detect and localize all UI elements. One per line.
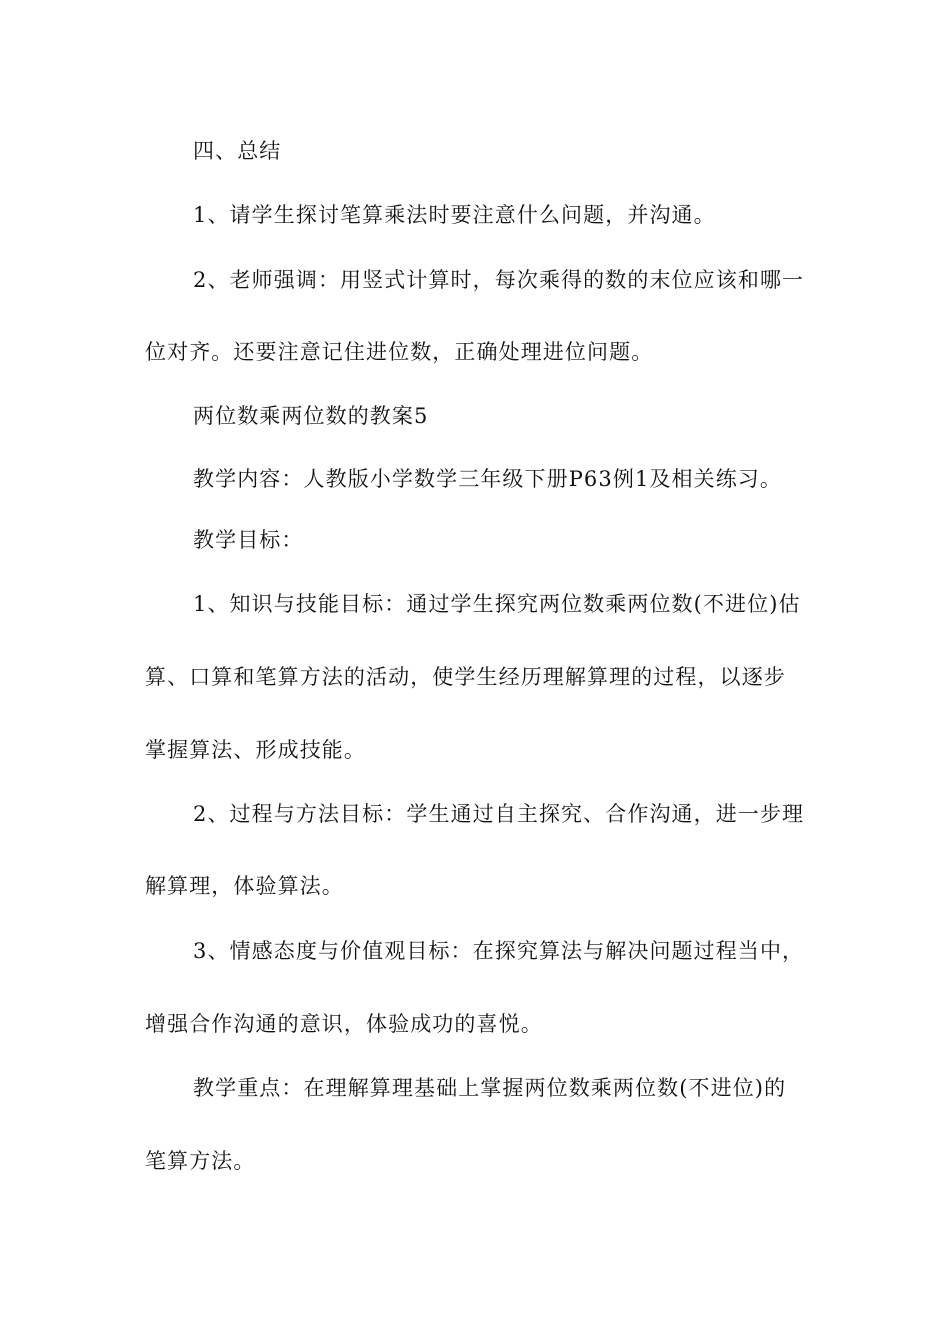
paragraph-line: 1、知识与技能目标：通过学生探究两位数乘两位数(不进位)估 <box>193 592 801 616</box>
paragraph-line: 算、口算和笔算方法的活动，使学生经历理解算理的过程，以逐步 <box>145 665 786 689</box>
lesson-plan-title: 两位数乘两位数的教案5 <box>193 404 429 428</box>
paragraph-line: 2、老师强调：用竖式计算时，每次乘得的数的末位应该和哪一 <box>193 268 805 292</box>
paragraph-line: 3、情感态度与价值观目标：在探究算法与解决问题过程当中， <box>193 939 805 963</box>
paragraph-line: 掌握算法、形成技能。 <box>145 738 366 762</box>
paragraph-line: 增强合作沟通的意识，体验成功的喜悦。 <box>145 1012 543 1036</box>
paragraph-line: 解算理，体验算法。 <box>145 874 344 898</box>
section-heading-summary: 四、总结 <box>193 139 282 163</box>
paragraph-line: 2、过程与方法目标：学生通过自主探究、合作沟通，进一步理 <box>193 802 805 826</box>
paragraph-line: 笔算方法。 <box>145 1149 256 1173</box>
paragraph-line: 位对齐。还要注意记住进位数，正确处理进位问题。 <box>145 340 654 364</box>
paragraph-line: 教学内容：人教版小学数学三年级下册P63例1及相关练习。 <box>193 467 783 491</box>
teaching-goals-heading: 教学目标： <box>193 528 304 552</box>
paragraph-line: 1、请学生探讨笔算乘法时要注意什么问题，并沟通。 <box>193 203 716 227</box>
paragraph-line: 教学重点：在理解算理基础上掌握两位数乘两位数(不进位)的 <box>193 1076 787 1100</box>
